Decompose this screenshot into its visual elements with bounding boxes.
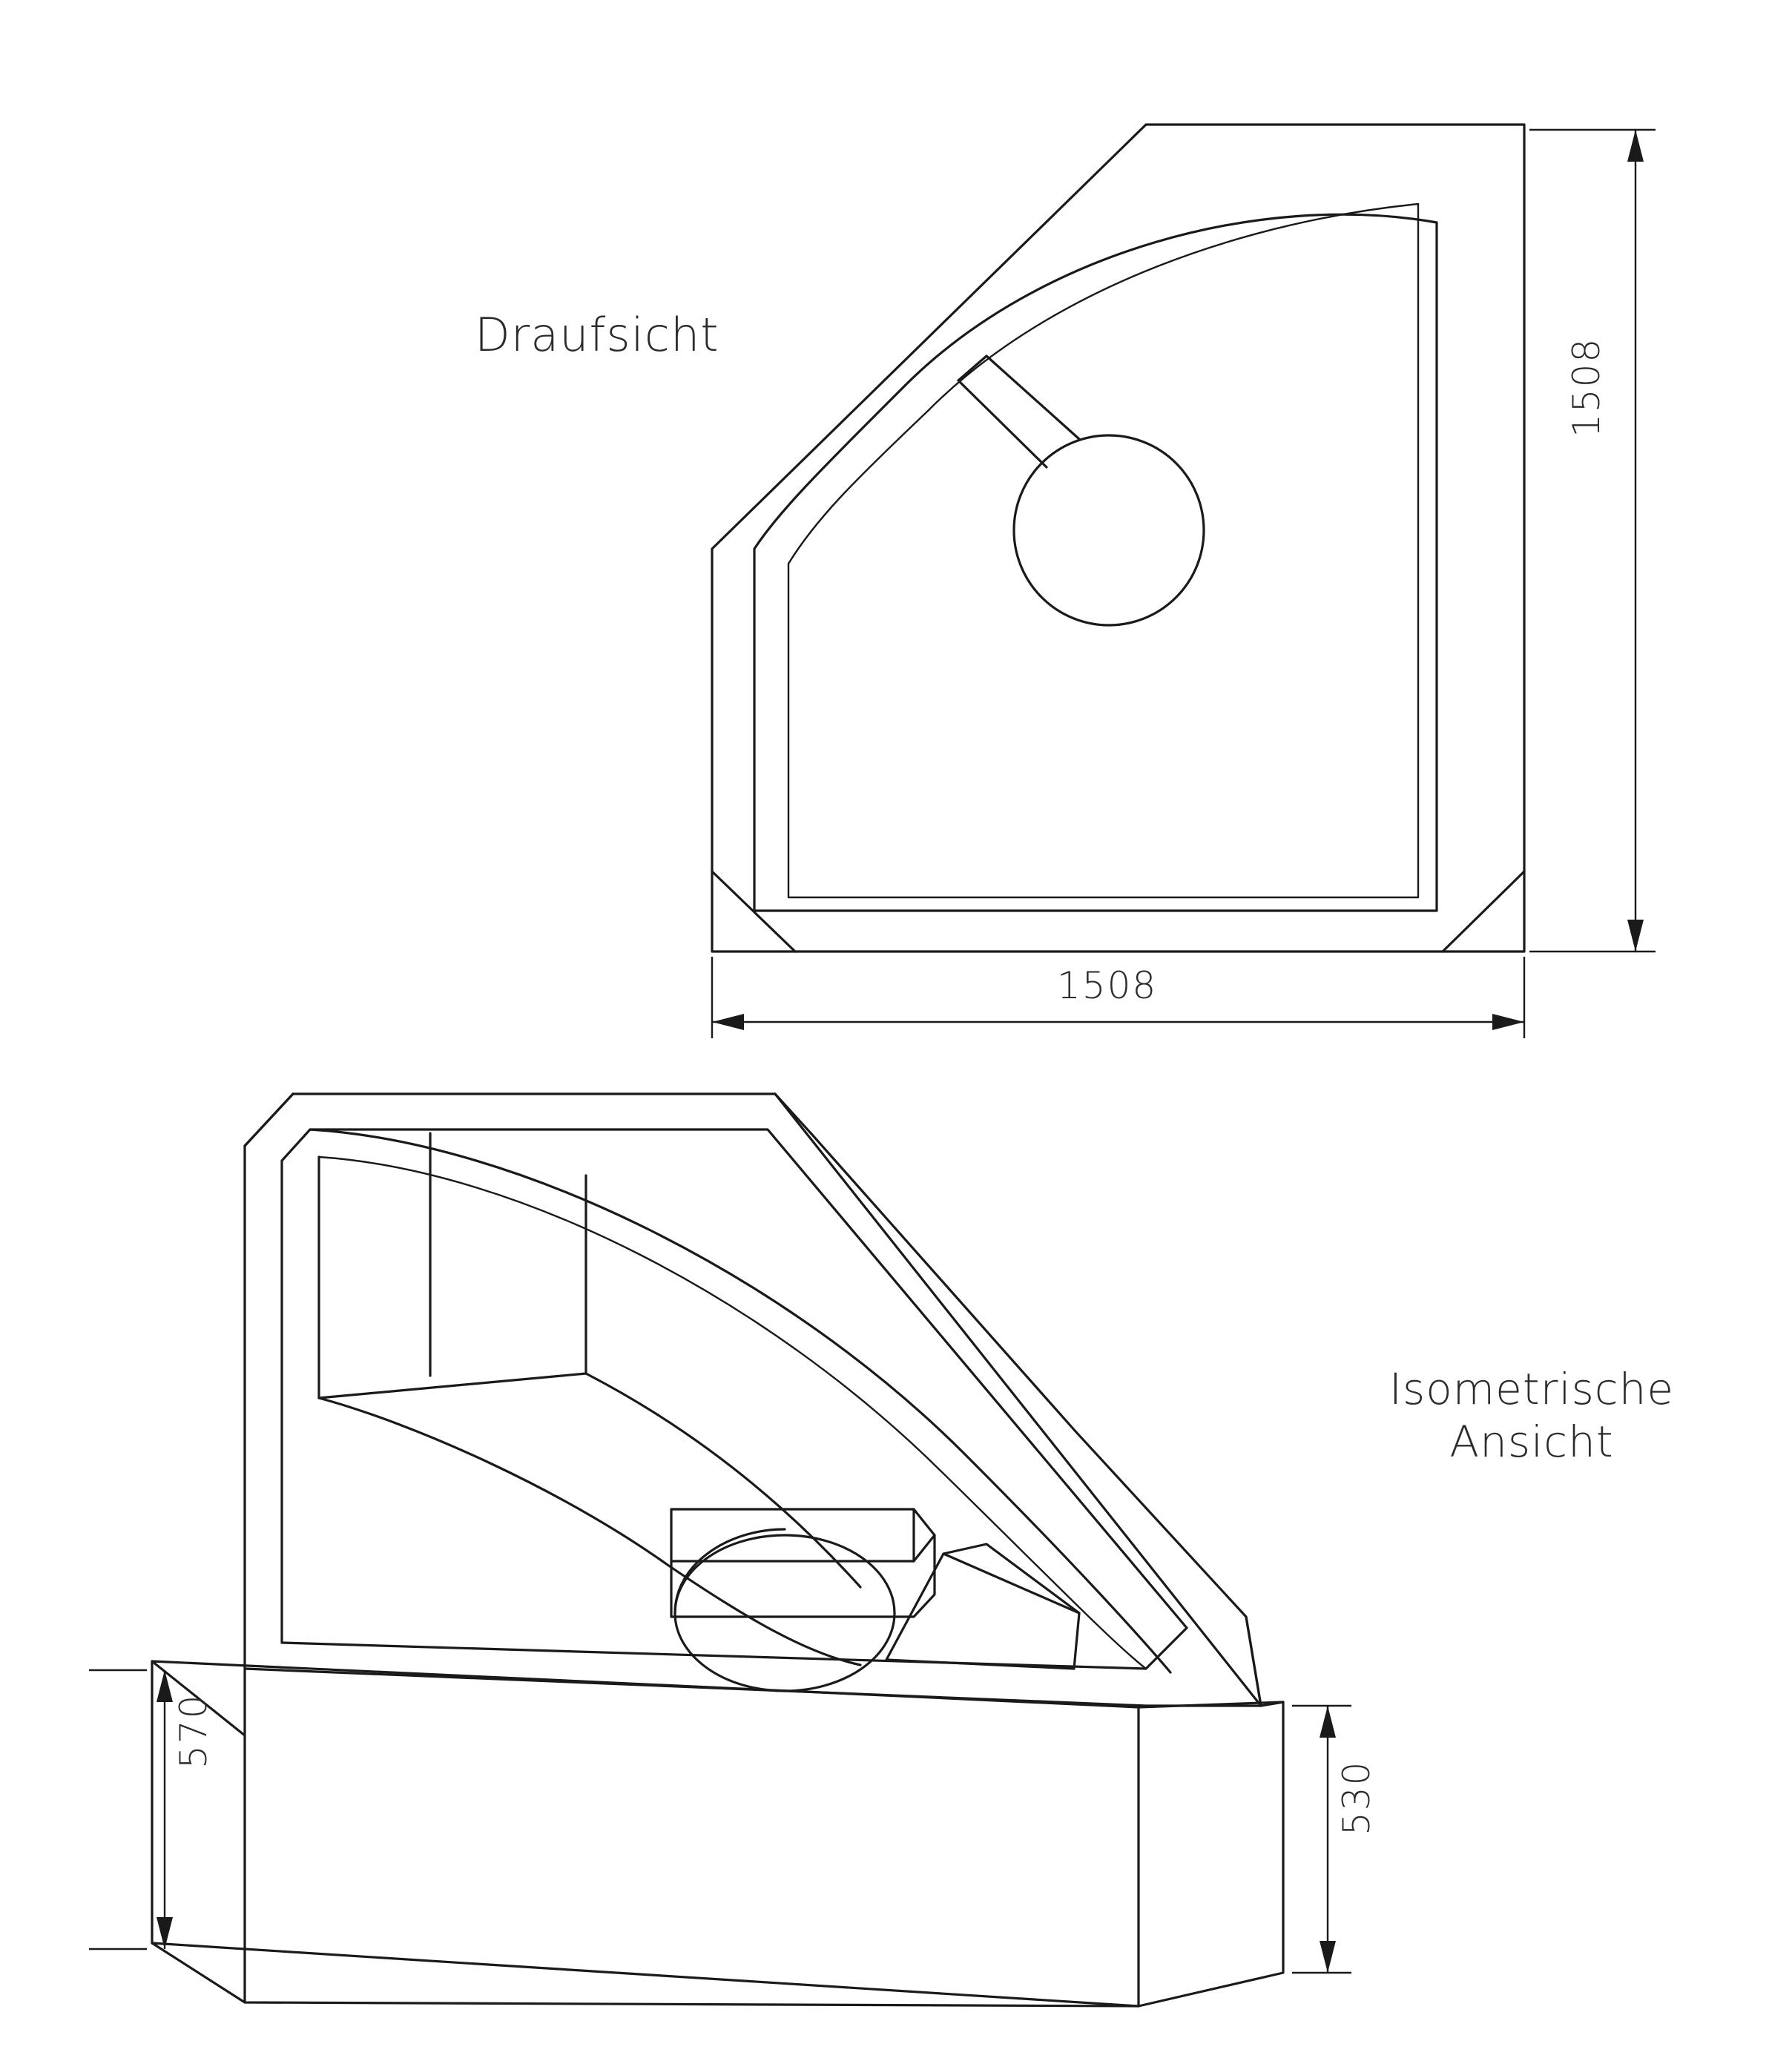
dimension-height-1508	[1529, 130, 1656, 952]
isometric-view-label	[1294, 1363, 1769, 1468]
dimension-label-right-height: 530	[1335, 1760, 1378, 1836]
isometric-view-geometry	[152, 1094, 1283, 2006]
dimension-height-570	[89, 1670, 173, 1949]
top-view-label: Draufsicht	[475, 308, 719, 362]
isometric-view-label-line1: Isometrische	[1389, 1364, 1675, 1414]
dimension-label-left-height: 570	[172, 1693, 215, 1769]
isometric-view-label-line2: Ansicht	[1449, 1416, 1614, 1467]
dimension-height-530	[1292, 1706, 1351, 1973]
top-view-geometry	[712, 125, 1524, 952]
dimension-label-top-width: 1508	[1057, 964, 1158, 1007]
dimension-label-top-height: 1508	[1565, 337, 1608, 438]
